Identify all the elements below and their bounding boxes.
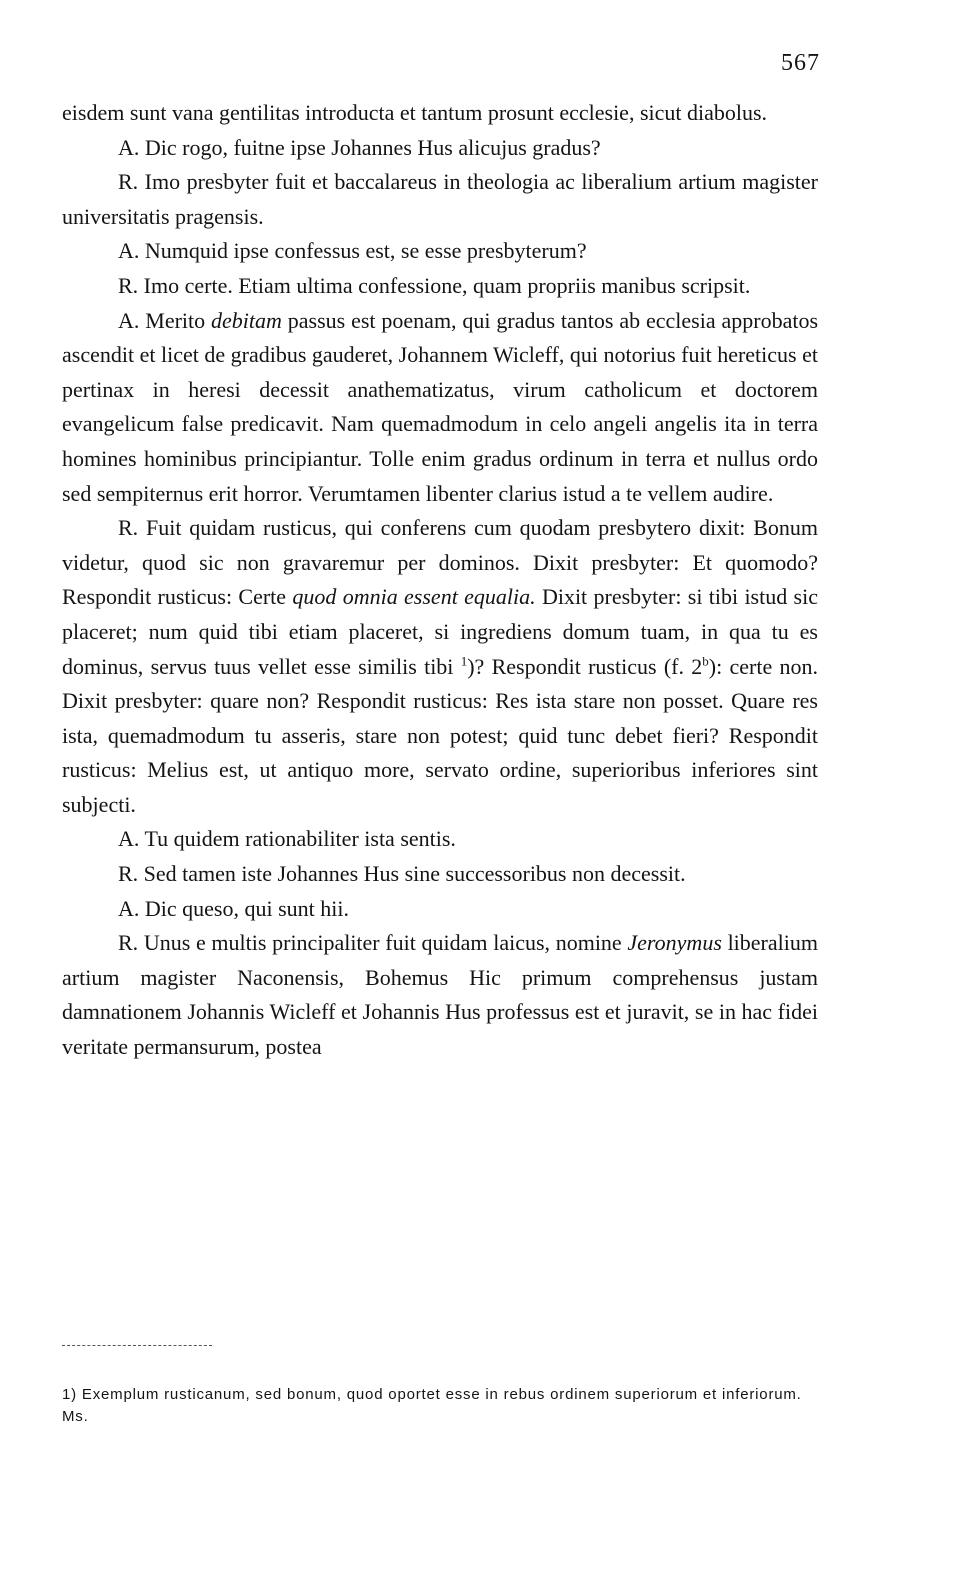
footnote-marker: 1) xyxy=(62,1386,77,1403)
paragraph xyxy=(62,926,818,1064)
text-run: A. Merito xyxy=(118,307,212,333)
footnote-separator xyxy=(62,1345,212,1346)
footnote xyxy=(62,1384,818,1428)
superscript-mark: 1 xyxy=(460,653,468,669)
text-run: eisdem sunt vana gentilitas introducta et tantum prosunt ecclesie, sicut diabolus. xyxy=(62,100,768,125)
footnotes xyxy=(62,1384,818,1428)
text-run: ): certe non. Dixit presbyter: quare non? Respondit rusticus: Res ista stare non posset. Quare res ista, quemadmodum tu asseris, stare non potest; quid tunc debet fieri? Respondit rusticus: Melius est, ut antiquo more, servato ordine, superioribus inferiores sint subjecti. xyxy=(62,653,819,817)
italic-text: quod omnia essent equalia. xyxy=(292,584,536,610)
text-run: R. Sed tamen iste Johannes Hus sine successoribus non decessit. xyxy=(118,861,686,887)
paragraph xyxy=(62,304,818,512)
italic-text: debitam xyxy=(211,307,282,333)
page-number: 567 xyxy=(781,50,820,76)
paragraph xyxy=(62,511,818,822)
paragraph xyxy=(62,165,818,234)
paragraph xyxy=(62,857,818,892)
paragraph xyxy=(62,269,818,304)
text-run: passus est poenam, qui gradus tantos ab ecclesia approbatos ascendit et licet de gradibus gauderet, Johannem Wicleff, qui notorius fuit hereticus et pertinax in heresi decessit anathematizatus, virum catholicum et doctorem evangelicum false predicavit. Nam quemadmodum in celo angeli angelis ita in terra homines hominibus principiantur. Tolle enim gradus ordinum in terra et nullus ordo sed sempiternus erit horror. Verumtamen libenter clarius istud a te vellem audire. xyxy=(62,307,819,506)
italic-text: Jeronymus xyxy=(627,930,722,956)
text-run: )? Respondit rusticus (f. 2 xyxy=(467,653,703,679)
paragraph xyxy=(62,822,818,857)
superscript-mark: b xyxy=(702,653,709,669)
text-run: A. Dic queso, qui sunt hii. xyxy=(118,895,349,921)
text-run: A. Dic rogo, fuitne ipse Johannes Hus alicujus gradus? xyxy=(118,134,601,160)
paragraph xyxy=(62,131,818,166)
text-run: R. Unus e multis principaliter fuit quidam laicus, nomine xyxy=(118,930,628,956)
text-run: R. Fuit quidam rusticus, qui conferens cum quodam presbytero dixit: Bonum videtur, quod sic non gravaremur per dominos. Dixit presbyter: Et quomodo? Respondit rusticus: Certe xyxy=(62,515,818,610)
paragraph xyxy=(62,96,818,131)
text-run: liberalium artium magister Naconensis, Bohemus Hic primum comprehensus justam damnationem Johannis Wicleff et Johannis Hus professus est et juravit, se in hac fidei veritate permansurum, postea xyxy=(62,930,818,1060)
text-run: A. Numquid ipse confessus est, se esse presbyterum? xyxy=(118,238,587,264)
text-run: R. Imo certe. Etiam ultima confessione, quam propriis manibus scripsit. xyxy=(118,272,751,298)
footnote-text: Exemplum rusticanum, sed bonum, quod oportet esse in rebus ordinem superiorum et inferiorum. Ms. xyxy=(62,1386,802,1425)
text-run: Dixit presbyter: si tibi istud sic placeret; num quid tibi etiam placeret, si ingrediens domum tuam, in qua tu es dominus, servus tuus vellet esse similis tibi xyxy=(62,584,818,679)
text-run: A. Tu quidem rationabiliter ista sentis. xyxy=(118,826,456,852)
paragraph xyxy=(62,892,818,927)
main-text xyxy=(62,96,818,1065)
text-run: R. Imo presbyter fuit et baccalareus in theologia ac liberalium artium magister universitatis pragensis. xyxy=(62,169,818,229)
paragraph xyxy=(62,234,818,269)
